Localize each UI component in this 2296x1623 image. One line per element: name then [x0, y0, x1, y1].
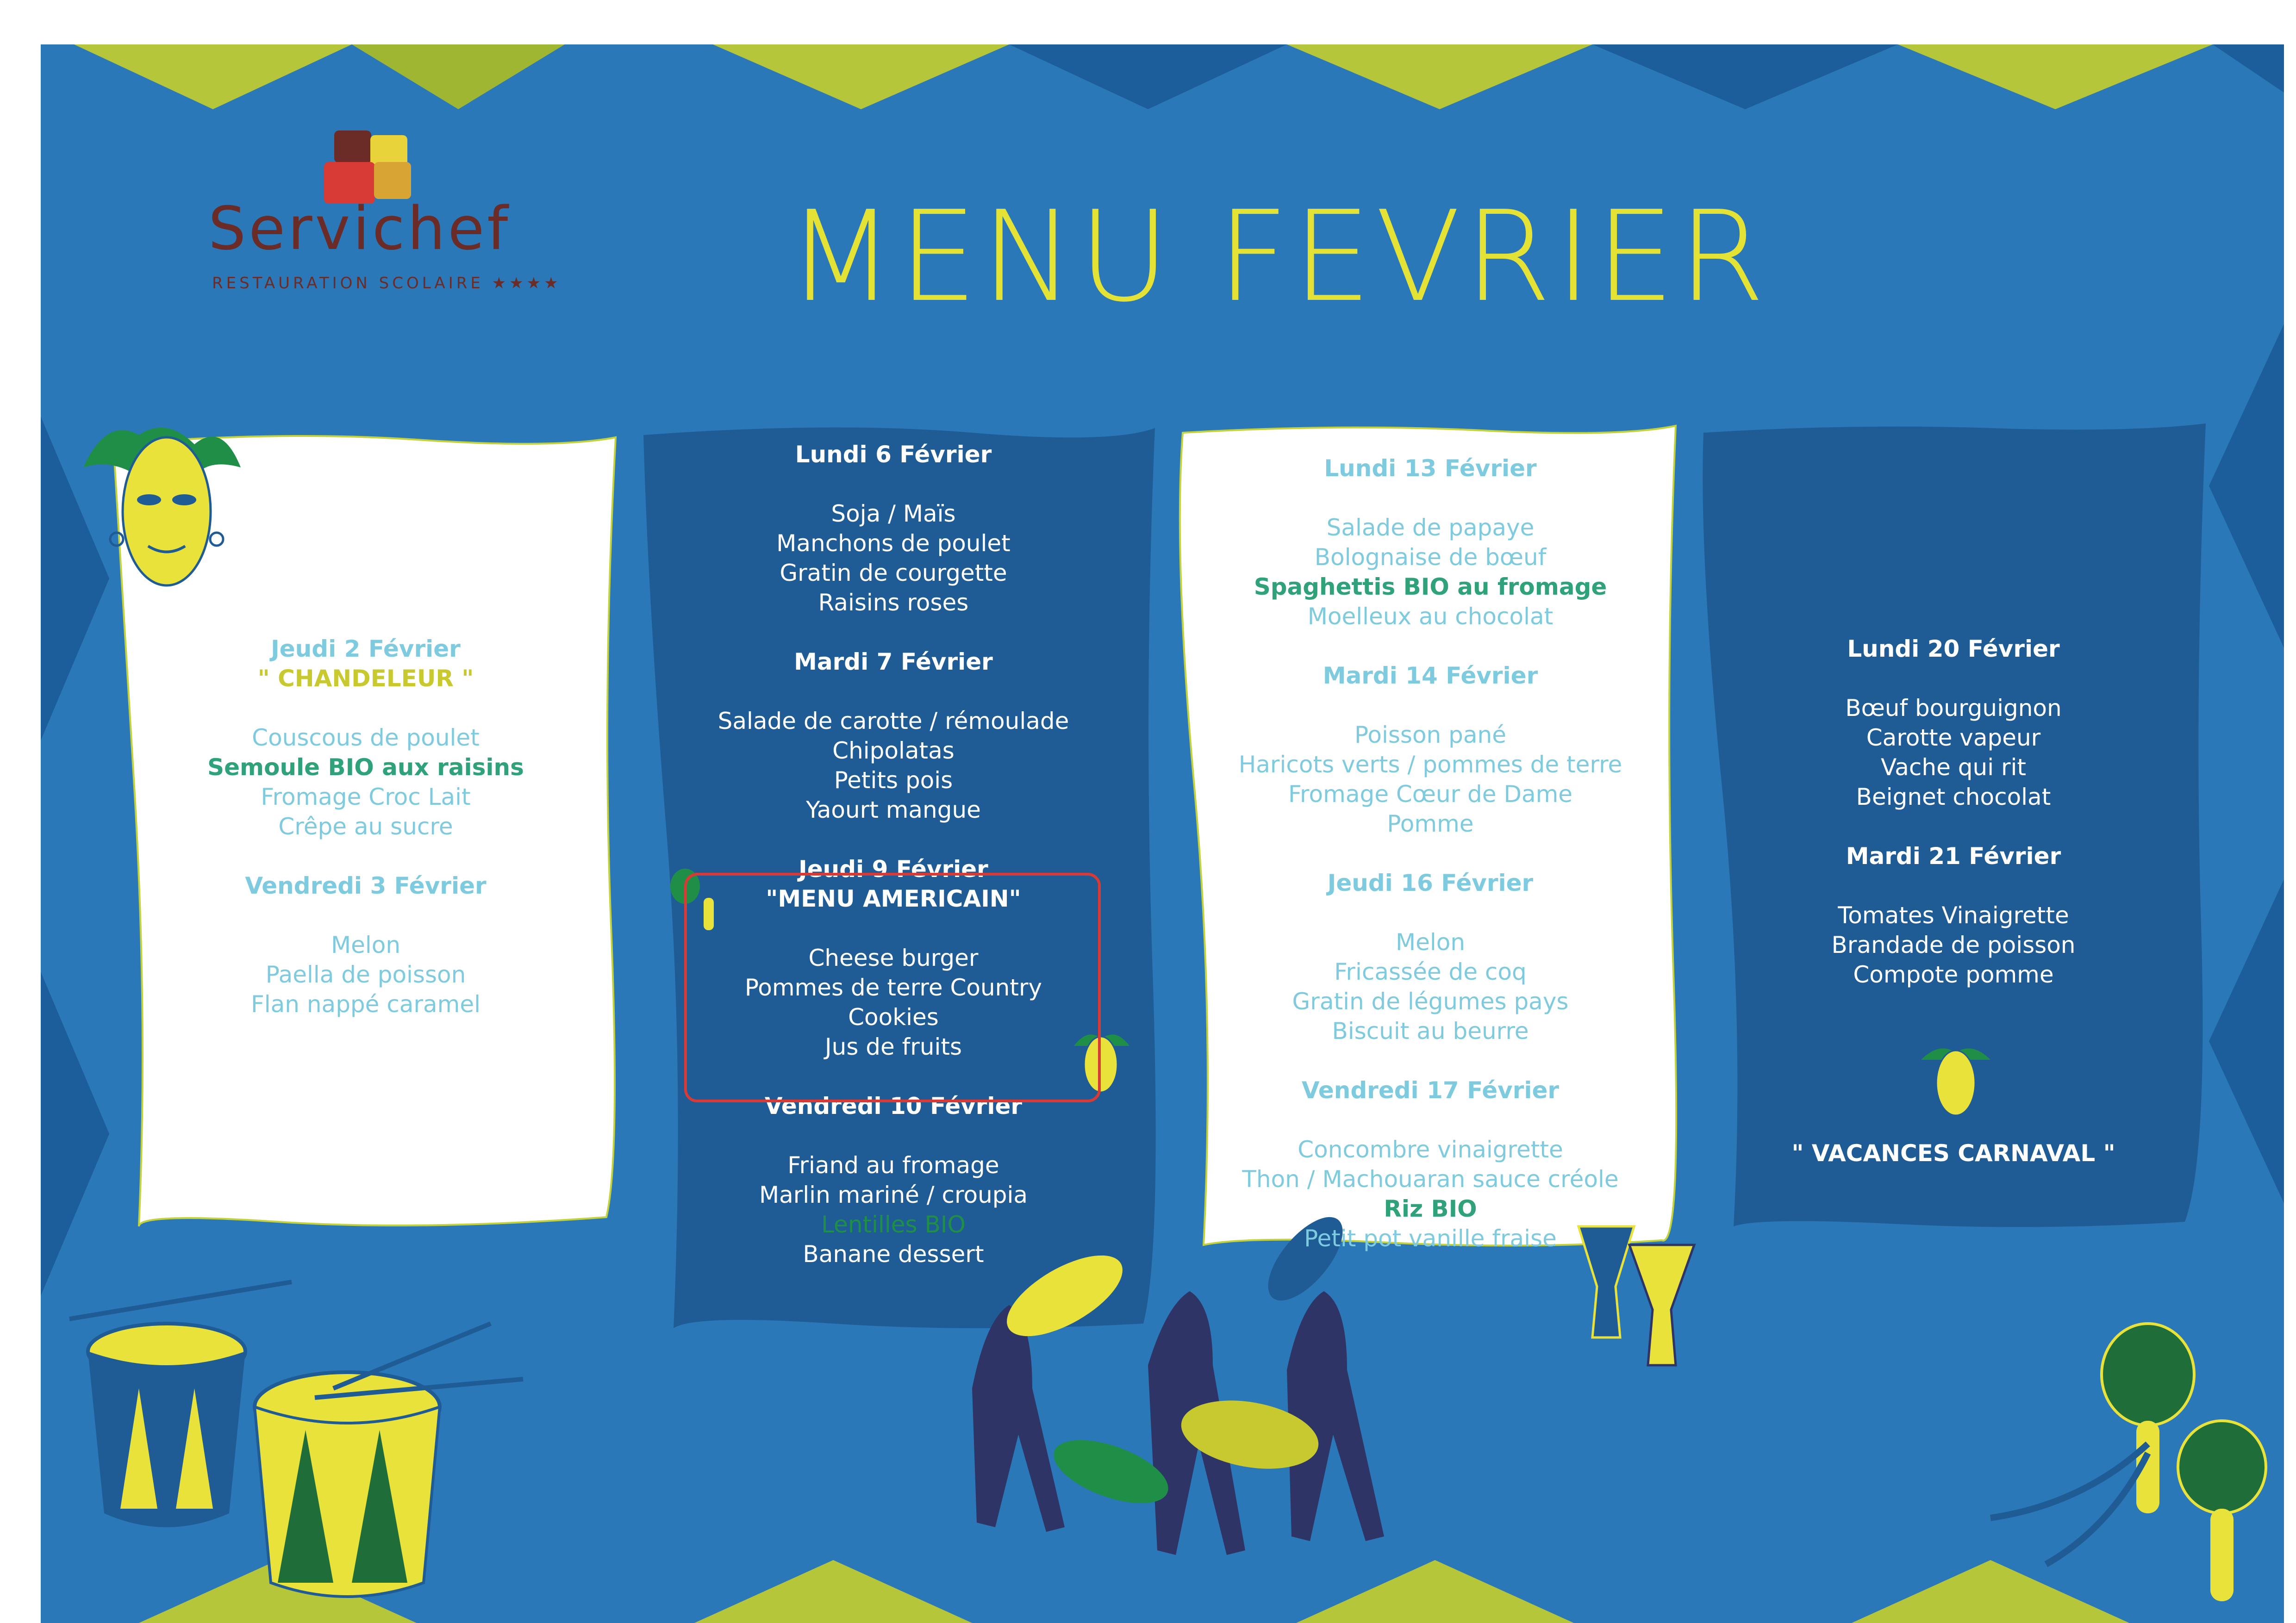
menu-item: Salade de papaye — [1326, 514, 1535, 541]
menu-title: MENU FEVRIER — [787, 184, 1769, 330]
menu-item: Manchons de poulet — [776, 530, 1011, 557]
menu-item: Flan nappé caramel — [250, 991, 481, 1018]
logo-name: Servichef — [208, 194, 511, 263]
menu-item: Fromage Croc Lait — [261, 784, 471, 810]
menu-item: Cookies — [848, 1004, 939, 1031]
menu-item: Vache qui rit — [1880, 754, 2027, 781]
menu-item: Petit pot vanille fraise — [1304, 1225, 1557, 1252]
vacances-note: " VACANCES CARNAVAL " — [1791, 1140, 2115, 1167]
day-heading: Vendredi 17 Février — [1301, 1077, 1560, 1104]
menu-item: Compote pomme — [1853, 961, 2054, 988]
menu-column-4 — [1741, 634, 2166, 989]
menu-item: Bolognaise de bœuf — [1314, 544, 1547, 571]
menu-item: Gratin de courgette — [780, 560, 1007, 586]
menu-item: Pomme — [1387, 810, 1474, 837]
menu-item: Cheese burger — [808, 945, 979, 971]
day-theme: "MENU AMERICAIN" — [766, 885, 1021, 912]
menu-column-3 — [1204, 454, 1657, 1253]
menu-item: Riz BIO — [1384, 1195, 1477, 1222]
menu-item: Crêpe au sucre — [278, 813, 453, 840]
menu-item: Brandade de poisson — [1831, 932, 2076, 958]
menu-item: Bœuf bourguignon — [1845, 695, 2062, 721]
logo-tagline: RESTAURATION SCOLAIRE ★★★★ — [212, 274, 562, 292]
day-heading: Lundi 20 Février — [1847, 635, 2060, 662]
menu-item: Thon / Machouaran sauce créole — [1242, 1166, 1619, 1193]
servichef-logo — [208, 125, 588, 301]
menu-item: Petits pois — [834, 767, 953, 794]
menu-item: Marlin mariné / croupia — [759, 1181, 1028, 1208]
menu-item: Couscous de poulet — [252, 724, 480, 751]
menu-item: Beignet chocolat — [1856, 784, 2051, 810]
menu-item: Yaourt mangue — [806, 796, 981, 823]
menu-item: Salade de carotte / rémoulade — [718, 708, 1069, 734]
day-heading: Lundi 13 Février — [1324, 455, 1537, 482]
menu-americain-highlight — [684, 873, 1101, 1102]
menu-item: Poisson pané — [1354, 721, 1506, 748]
menu-column-2 — [676, 440, 1111, 1269]
day-heading: Mardi 21 Février — [1846, 843, 2061, 870]
menu-item: Melon — [1395, 929, 1466, 956]
day-heading: Vendredi 10 Février — [764, 1093, 1023, 1119]
day-heading: Vendredi 3 Février — [245, 872, 487, 899]
menu-column-1 — [185, 634, 546, 1019]
menu-item: Pommes de terre Country — [744, 974, 1042, 1001]
menu-item: Lentilles BIO — [821, 1211, 966, 1238]
menu-item: Raisins roses — [818, 589, 969, 616]
menu-item: Soja / Maïs — [831, 500, 956, 527]
day-heading: Lundi 6 Février — [795, 441, 992, 468]
menu-item: Jus de fruits — [824, 1033, 962, 1060]
day-heading: Jeudi 16 Février — [1327, 870, 1534, 896]
menu-item: Melon — [331, 932, 401, 958]
day-heading: Jeudi 9 Février — [799, 856, 988, 883]
menu-item: Spaghettis BIO au fromage — [1254, 573, 1607, 600]
menu-item: Semoule BIO aux raisins — [207, 754, 524, 781]
menu-item: Biscuit au beurre — [1332, 1018, 1529, 1045]
day-theme: " CHANDELEUR " — [257, 665, 474, 692]
menu-item: Concombre vinaigrette — [1298, 1136, 1563, 1163]
menu-item: Fromage Cœur de Dame — [1288, 781, 1573, 808]
menu-item: Gratin de légumes pays — [1292, 988, 1569, 1015]
menu-item: Tomates Vinaigrette — [1838, 902, 2069, 929]
menu-item: Paella de poisson — [265, 961, 466, 988]
menu-item: Fricassée de coq — [1334, 958, 1527, 985]
day-heading: Mardi 14 Février — [1323, 662, 1538, 689]
menu-item: Haricots verts / pommes de terre — [1238, 751, 1622, 778]
menu-item: Chipolatas — [832, 737, 955, 764]
menu-item: Friand au fromage — [787, 1152, 999, 1179]
day-heading: Jeudi 2 Février — [271, 635, 461, 662]
day-heading: Mardi 7 Février — [794, 648, 993, 675]
menu-item: Moelleux au chocolat — [1307, 603, 1554, 630]
menu-item: Carotte vapeur — [1866, 724, 2041, 751]
menu-item: Banane dessert — [803, 1241, 984, 1268]
